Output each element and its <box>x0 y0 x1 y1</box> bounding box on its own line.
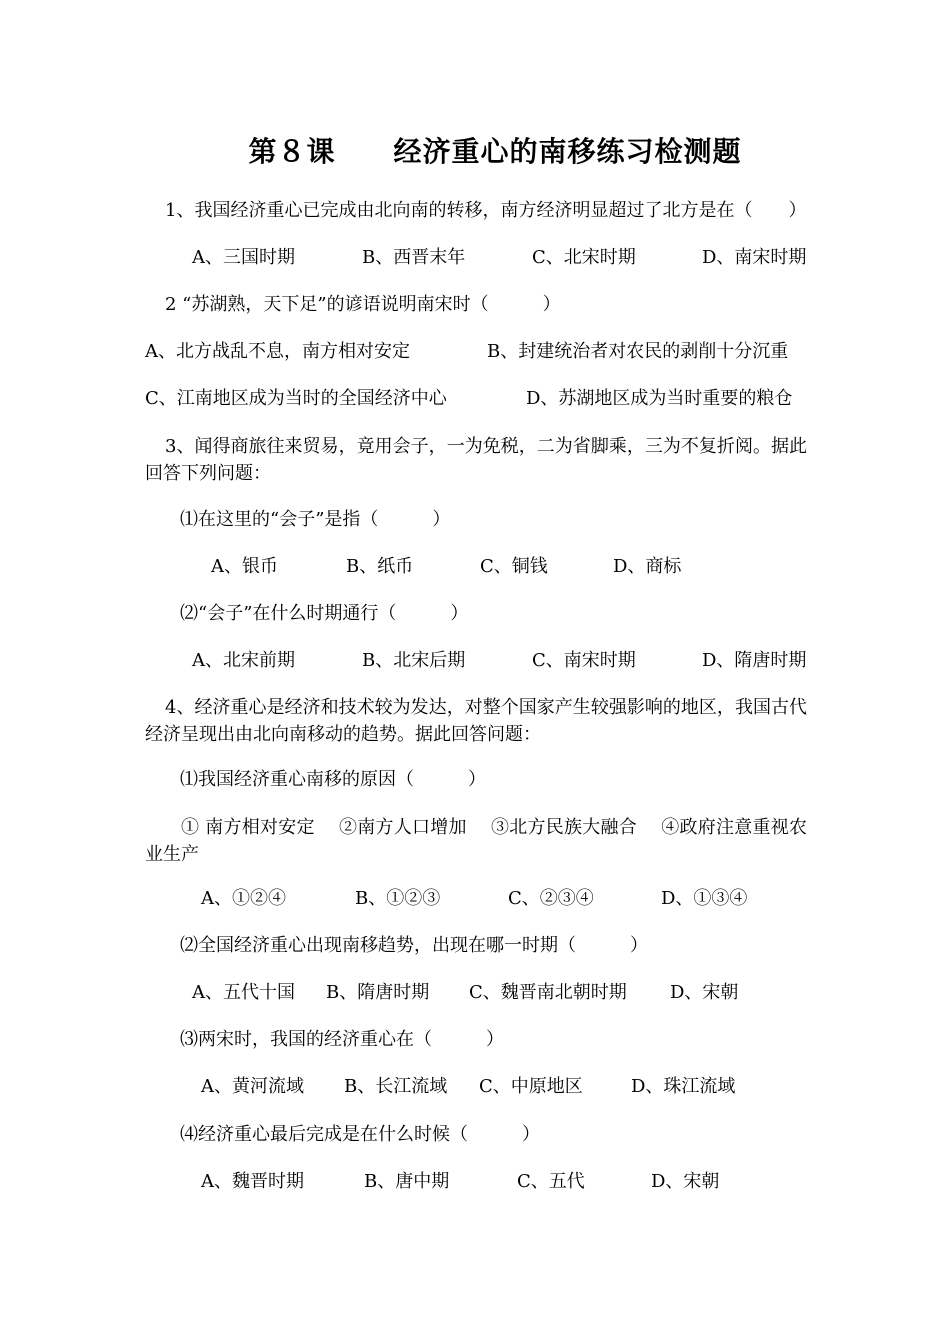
q4-2-option-d: D、宋朝 <box>670 982 739 1003</box>
page-title: 第８课 经济重心的南移练习检测题 <box>248 135 742 168</box>
question-3-2-stem: ⑵“会子”在什么时期通行（ ） <box>180 603 469 624</box>
q3-1-option-c: C、铜钱 <box>480 556 548 577</box>
question-4-1-options <box>0 886 950 912</box>
q3-2-option-a: A、北宋前期 <box>192 650 295 671</box>
question-4-2-options <box>0 980 950 1006</box>
question-2-options-row1 <box>0 339 950 365</box>
question-3-2-options <box>0 648 950 674</box>
q4-4-option-d: D、宋朝 <box>651 1171 720 1192</box>
q4-2-option-b: B、隋唐时期 <box>326 982 430 1003</box>
question-2-stem: 2 “苏湖熟，天下足”的谚语说明南宋时（ ） <box>165 294 561 315</box>
question-1-stem: 1、我国经济重心已完成由北向南的转移，南方经济明显超过了北方是在（ ） <box>165 200 807 221</box>
q4-3-option-a: A、黄河流域 <box>201 1076 304 1097</box>
question-4-3-stem: ⑶两宋时，我国的经济重心在（ ） <box>180 1029 504 1050</box>
question-4-4-options <box>0 1169 950 1195</box>
q2-option-b: B、封建统治者对农民的剥削十分沉重 <box>487 341 789 362</box>
q4-3-option-d: D、珠江流域 <box>631 1076 736 1097</box>
question-2-options-row2 <box>0 386 950 412</box>
question-1-options <box>0 245 950 271</box>
q4-1-option-a: A、①②④ <box>201 888 286 909</box>
q1-option-d: D、南宋时期 <box>702 247 807 268</box>
q4-2-option-a: A、五代十国 <box>192 982 295 1003</box>
q4-4-option-a: A、魏晋时期 <box>201 1171 304 1192</box>
question-4-4-stem: ⑷经济重心最后完成是在什么时候（ ） <box>180 1124 540 1145</box>
q3-2-option-b: B、北宋后期 <box>362 650 466 671</box>
q1-option-b: B、西晋末年 <box>362 247 466 268</box>
question-4-1-statements: ① 南方相对安定 ②南方人口增加 ③北方民族大融合 ④政府注意重视农业生产 <box>145 817 807 865</box>
q2-option-c: C、江南地区成为当时的全国经济中心 <box>145 388 447 409</box>
q3-1-option-a: A、银币 <box>211 556 278 577</box>
question-4-stem: 4、经济重心是经济和技术较为发达，对整个国家产生较强影响的地区，我国古代经济呈现出由北向南移动的趋势。据此回答问题： <box>145 697 807 745</box>
question-4-1-stem: ⑴我国经济重心南移的原因（ ） <box>180 769 486 790</box>
question-4-3-options <box>0 1074 950 1100</box>
q3-1-option-d: D、商标 <box>613 556 682 577</box>
q4-3-option-c: C、中原地区 <box>479 1076 583 1097</box>
q4-4-option-b: B、唐中期 <box>364 1171 450 1192</box>
q4-1-option-b: B、①②③ <box>355 888 441 909</box>
q4-1-option-d: D、①③④ <box>661 888 748 909</box>
q4-3-option-b: B、长江流域 <box>344 1076 448 1097</box>
q3-2-option-d: D、隋唐时期 <box>702 650 807 671</box>
question-3-1-options <box>0 554 950 580</box>
q3-2-option-c: C、南宋时期 <box>532 650 636 671</box>
q1-option-c: C、北宋时期 <box>532 247 636 268</box>
question-3-1-stem: ⑴在这里的“会子”是指（ ） <box>180 509 451 530</box>
q4-1-option-c: C、②③④ <box>508 888 594 909</box>
q2-option-d: D、苏湖地区成为当时重要的粮仓 <box>526 388 793 409</box>
q1-option-a: A、三国时期 <box>192 247 295 268</box>
q4-2-option-c: C、魏晋南北朝时期 <box>469 982 627 1003</box>
question-4-2-stem: ⑵全国经济重心出现南移趋势，出现在哪一时期（ ） <box>180 935 648 956</box>
q4-4-option-c: C、五代 <box>517 1171 585 1192</box>
question-3-stem: 3、闻得商旅往来贸易，竟用会子，一为免税，二为省脚乘，三为不复折阅。据此回答下列问题： <box>145 436 807 484</box>
q2-option-a: A、北方战乱不息，南方相对安定 <box>145 341 410 362</box>
q3-1-option-b: B、纸币 <box>346 556 414 577</box>
